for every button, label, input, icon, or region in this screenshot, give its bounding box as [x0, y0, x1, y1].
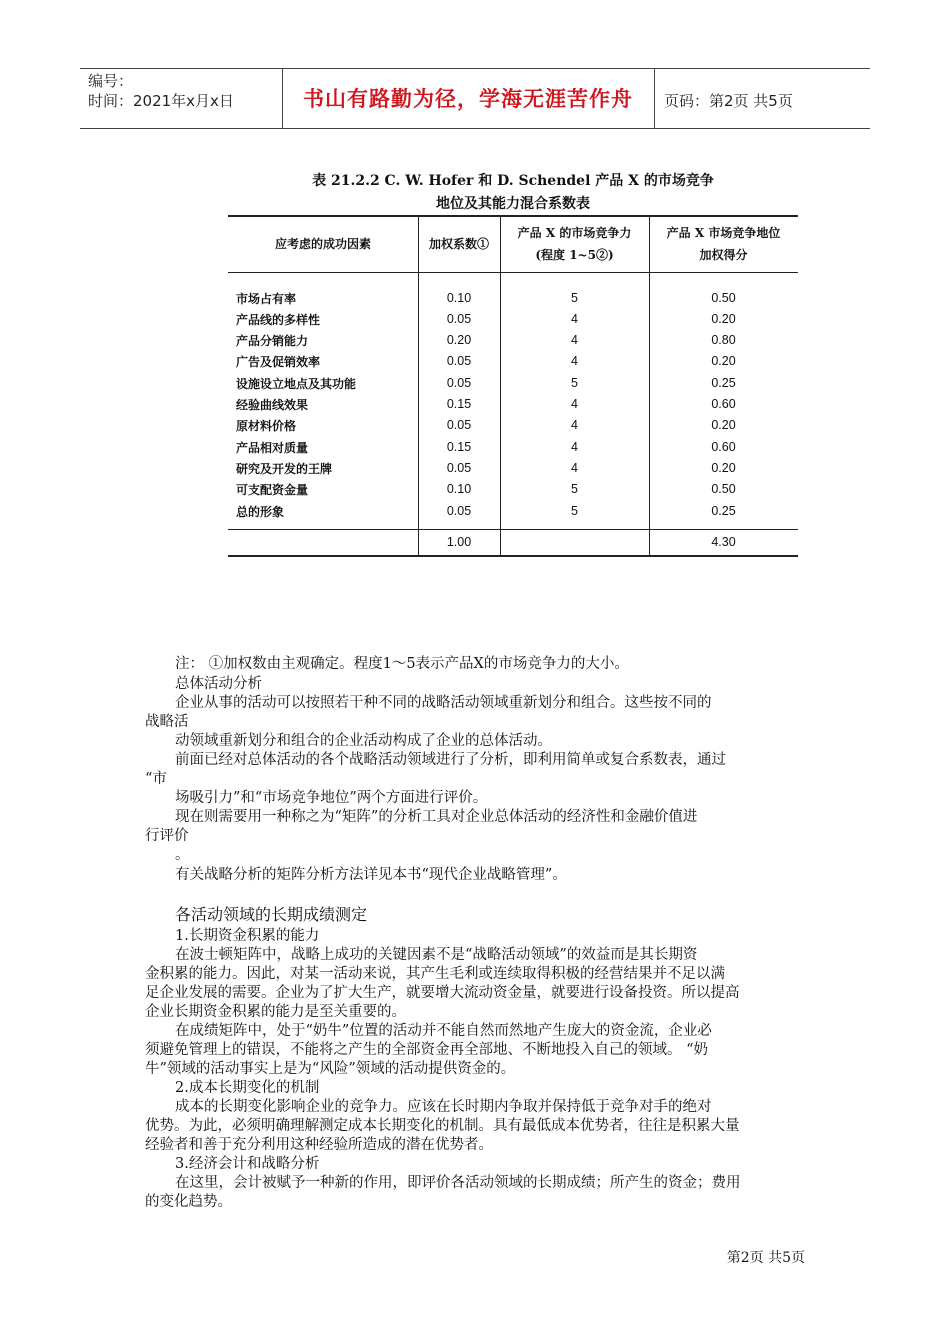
paragraph-line: 企业长期资金积累的能力是至关重要的。 [145, 1004, 406, 1020]
table-sum-rule [228, 529, 798, 530]
section-title: 总体活动分析 [175, 676, 262, 692]
table-row-factor: 经验曲线效果 [236, 398, 309, 412]
table-row-degree: 5 [571, 376, 578, 390]
col-header-weight: 加权系数① [428, 237, 489, 251]
table-row-score: 0.80 [711, 333, 736, 347]
table-row-weight: 0.10 [446, 482, 472, 496]
paragraph-line: 前面已经对总体活动的各个战略活动领域进行了分析，即利用简单或复合系数表，通过 [175, 752, 726, 768]
paragraph-line: 在这里，会计被赋予一种新的作用，即评价各活动领域的长期成绩；所产生的资金；费用 [175, 1175, 741, 1191]
table-row-weight: 0.05 [446, 376, 472, 390]
header-number-label: 编号： [88, 72, 134, 90]
paragraph-line: 在波士顿矩阵中，战略上成功的关键因素不是“战略活动领域”的效益而是其长期资 [175, 947, 698, 963]
paragraph-line: 金积累的能力。因此，对某一活动来说，其产生毛利或连续取得积极的经营结果并不足以满 [145, 966, 725, 982]
table-row-degree: 5 [571, 504, 578, 518]
paragraph-line: 有关战略分析的矩阵分析方法详见本书“现代企业战略管理”。 [175, 867, 567, 883]
table-header-rule [228, 272, 798, 273]
table-row-factor: 广告及促销效率 [236, 355, 321, 369]
paragraph-line: 动领域重新划分和组合的企业活动构成了企业的总体活动。 [175, 733, 552, 749]
col-header-score: 产品 X 市场竞争地位 [666, 226, 781, 240]
col-header-factor: 应考虑的成功因素 [274, 237, 371, 251]
table-row-score: 0.50 [711, 291, 736, 305]
table-row-score: 0.20 [711, 354, 736, 368]
table-row-factor: 总的形象 [236, 505, 285, 519]
table-row-degree: 4 [571, 418, 578, 432]
paragraph-line: 的变化趋势。 [145, 1194, 232, 1210]
table-note: 注： ①加权数由主观确定。程度1～5表示产品X的市场竞争力的大小。 [175, 656, 629, 672]
table-row-degree: 4 [571, 440, 578, 454]
header-bottom-rule [80, 128, 870, 129]
table-row-score: 0.50 [711, 482, 736, 496]
footer-page-number: 第2页 共5页 [726, 1250, 805, 1266]
subsection-title: 1.长期资金积累的能力 [175, 928, 320, 944]
table-caption-line1: 表 21.2.2 C. W. Hofer 和 D. Schendel 产品 X 的市场竞争 [312, 173, 714, 189]
table-total-weight: 1.00 [446, 535, 472, 549]
col-header-degree-range: (程度 1~5②) [535, 248, 614, 262]
table-row-weight: 0.10 [446, 291, 472, 305]
subsection-title: 2.成本长期变化的机制 [175, 1080, 320, 1096]
table-row-factor: 产品分销能力 [236, 334, 309, 348]
table-row-weight: 0.05 [446, 354, 472, 368]
col-header-degree: 产品 X 的市场竞争力 [517, 226, 632, 240]
table-row-factor: 研究及开发的王牌 [236, 462, 333, 476]
paragraph-line: 在成绩矩阵中，处于“奶牛”位置的活动并不能自然而然地产生庞大的资金流，企业必 [175, 1023, 712, 1039]
paragraph-line: 足企业发展的需要。企业为了扩大生产，就要增大流动资金量，就要进行设备投资。所以提高 [145, 985, 740, 1001]
table-row-factor: 市场占有率 [236, 292, 297, 306]
header-motto: 书山有路勤为径，学海无涯苦作舟 [303, 87, 633, 111]
table-bottom-rule [228, 555, 798, 557]
table-row-weight: 0.05 [446, 312, 472, 326]
table-row-score: 0.60 [711, 397, 736, 411]
table-row-degree: 4 [571, 333, 578, 347]
table-row-degree: 4 [571, 354, 578, 368]
paragraph-line: 须避免管理上的错误，不能将之产生的全部资金再全部地、不断地投入自己的领域。 “奶 [145, 1042, 709, 1058]
table-row-weight: 0.15 [446, 397, 472, 411]
table-row-factor: 产品相对质量 [236, 441, 309, 455]
table-row-degree: 4 [571, 397, 578, 411]
paragraph-line: 行评价 [145, 828, 189, 844]
subsection-title: 3.经济会计和战略分析 [175, 1156, 320, 1172]
table-row-score: 0.25 [711, 504, 736, 518]
table-row-weight: 0.05 [446, 418, 472, 432]
table-total-score: 4.30 [711, 535, 736, 549]
table-row-score: 0.20 [711, 461, 736, 475]
paragraph-line: 牛”领域的活动事实上是为“风险”领域的活动提供资金的。 [145, 1061, 516, 1077]
table-row-weight: 0.15 [446, 440, 472, 454]
paragraph-line: “市 [145, 771, 167, 787]
table-caption-line2: 地位及其能力混合系数表 [436, 196, 590, 212]
table-row-degree: 4 [571, 461, 578, 475]
table-row-score: 0.60 [711, 440, 736, 454]
paragraph-line: 战略活 [145, 714, 189, 730]
paragraph-line: 经验者和善于充分利用这种经验所造成的潜在优势者。 [145, 1137, 493, 1153]
table-row-degree: 4 [571, 312, 578, 326]
header-page-label: 页码：第2页 共5页 [664, 92, 793, 110]
paragraph-line: 现在则需要用一种称之为“矩阵”的分析工具对企业总体活动的经济性和金融价值进 [175, 809, 698, 825]
header-time-label: 时间：2021年x月x日 [88, 92, 234, 110]
table-row-degree: 5 [571, 291, 578, 305]
table-row-score: 0.20 [711, 312, 736, 326]
section-title: 各活动领域的长期成绩测定 [175, 905, 368, 924]
table-row-factor: 可支配资金量 [236, 483, 309, 497]
table-row-score: 0.20 [711, 418, 736, 432]
table-row-weight: 0.05 [446, 461, 472, 475]
paragraph-line: 成本的长期变化影响企业的竞争力。应该在长时期内争取并保持低于竞争对手的绝对 [175, 1099, 712, 1115]
table-row-factor: 原材料价格 [236, 419, 297, 433]
paragraph-line: 企业从事的活动可以按照若干种不同的战略活动领域重新划分和组合。这些按不同的 [175, 695, 712, 711]
table-row-factor: 设施设立地点及其功能 [236, 377, 357, 391]
table-top-rule [228, 215, 798, 217]
paragraph-line: 。 [175, 847, 190, 863]
paragraph-line: 场吸引力”和“市场竞争地位”两个方面进行评价。 [175, 790, 488, 806]
table-row-degree: 5 [571, 482, 578, 496]
header-divider [654, 68, 655, 128]
col-header-score-sub: 加权得分 [699, 248, 748, 262]
table-row-factor: 产品线的多样性 [236, 313, 321, 327]
table-row-weight: 0.05 [446, 504, 472, 518]
table-row-score: 0.25 [711, 376, 736, 390]
table-row-weight: 0.20 [446, 333, 472, 347]
paragraph-line: 优势。为此，必须明确理解测定成本长期变化的机制。具有最低成本优势者，往往是积累大量 [145, 1118, 740, 1134]
